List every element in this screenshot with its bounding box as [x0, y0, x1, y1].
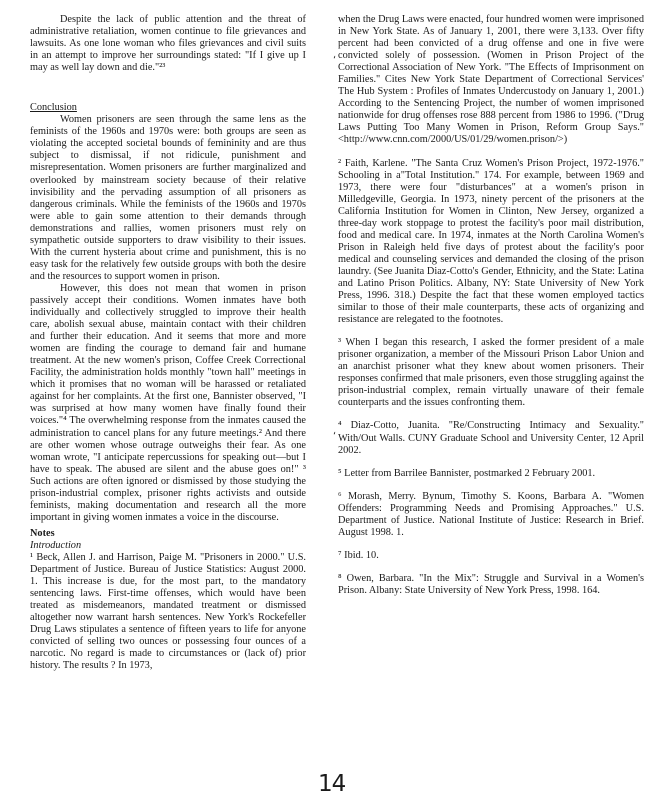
paragraph-however: However, this does not mean that women in prison passively accept their conditions. Women inmates have both individually and collectively struggled to improve their health care, abolish sexual abuse, maintain contact with their children and further their education. And it seems that more and more women are finding the courage to demand fair and humane treatment. At the new women's prison, Coffee Creek Correctional Facility, the administration holds monthly "town hall" meetings in which it promises that no woman will be harassed or retaliated against for her complaints. At the first one, Bannister observed, "I was surprised at how many women have finally found their voices."⁴ The overwhelming response from the inmates caused the administration to cancel plans for any future meetings.² And there are other women whose outrage outweighs their fear. As one woman wrote, "I anticipate repercussions for speaking out—but I have to speak. The abused are silent and the abuse goes on!" ³ Such actions are often ignored or dismissed by those studying the prison-industrial complex, prisoner rights activists and outside feminists, making documentation and research all the more important in giving women inmates a voice in the discourse. — [30, 282, 306, 523]
footnote-1-continued: when the Drug Laws were enacted, four hundred women were imprisoned in New York State. As of January 1, 2001, there were 3,133. Over fifty percent had been convicted of a drug offense and one in five were convicted solely of possession. (Women in Prison Project of the Correctional Association of New York. "The Effects of Imprisonment on Families." Cites New York State Department of Correctional Services' The Hub System : Profiles of Inmates Undercustody on January 1, 2001.) According to the Sentencing Project, the number of women imprisoned nationwide for drug offenses rose 888 percent from 1986 to 1996. ("Drug Laws Putting Too Many Women in Prison, Reform Group Says." <http://www.cnn.com/2000/US/01/29/women.prison/>) — [338, 14, 644, 146]
footnote-2: ² Faith, Karlene. "The Santa Cruz Women's Prison Project, 1972-1976." Schooling in a"Total Institution." 174. For example, between 1969 and 1973, there were four "disturbances" at a women's prison in Milledgeville, Georgia. In 1973, ninety percent of the prisoners at the California Institution for Women in Clinton, New Jersey, organized a three-day work stoppage to protest the facility's poor mail distribution, food and medical care. In 1974, inmates at the North Carolina Women's Prison in Raleigh held five days of protest about the facility's poor medical and counseling services and demanded the closing of the prison laundry. (See Juanita Diaz-Cotto's Gender, Ethnicity, and the State: Latina and Latino Prison Politics. Albany, NY: State University of New York Press, 1996. 318.) Despite the fact that these women employed tactics similar to those of their male counterparts, these acts of organizing and resistance are relegated to the footnotes. — [338, 157, 644, 326]
paragraph-grievances: Despite the lack of public attention and the threat of administrative retaliation, women continue to file grievances and lawsuits. As one lone woman who files grievances and civil suits in an attempt to improve her surroundings stated: "If I give up I may as well lay down and die."²³ — [30, 14, 306, 74]
page-number: 14 — [318, 771, 346, 797]
margin-mark-icon: ⸲ — [333, 49, 336, 60]
footnote-8: ⁸ Owen, Barbara. "In the Mix": Struggle and Survival in a Women's Prison. Albany: State University of New York Press, 1998. 164. — [338, 572, 644, 596]
footnote-5: ⁵ Letter from Barrilee Bannister, postmarked 2 February 2001. — [338, 467, 596, 479]
introduction-subheading: Introduction — [30, 539, 82, 551]
conclusion-heading: Conclusion — [30, 102, 77, 114]
footnote-1: ¹ Beck, Allen J. and Harrison, Paige M. "Prisoners in 2000." U.S. Department of Justice. Bureau of Justice Statistics: August 2000. 1. This increase is due, for the most part, to the mandatory sentencing laws. First-time offenses, which would have been treated as misdemeanors, mandated treatment or dismissed altogether now warrant harsh sentences. New York's Rockefeller Drug Laws stipulates a sentence of fifteen years to life for anyone convicted of selling two ounces or possessing four ounces of a narcotic. No regard is made to circumstances or (lack of) prior history. The results ? In 1973, — [30, 551, 306, 672]
margin-mark-icon: ⸲ — [333, 425, 336, 436]
right-column — [338, 14, 644, 597]
left-column — [30, 14, 306, 672]
footnote-4: ⁴ Diaz-Cotto, Juanita. "Re/Constructing Intimacy and Sexuality." With/Out Walls. CUNY Graduate School and University Center, 12 April 2002. — [338, 420, 644, 456]
footnote-6: ⁶ Morash, Merry. Bynum, Timothy S. Koons, Barbara A. "Women Offenders: Programming Needs and Promising Approaches." U.S. Department of Justice. National Institute of Justice: Research in Brief. August 1998. 1. — [338, 490, 644, 538]
paragraph-conclusion: Women prisoners are seen through the same lens as the feminists of the 1960s and 1970s were: both groups are seen as violating the accepted societal bounds of femininity and are thus subject to dismissal, if not ridicule, punishment and misrepresentation. Women prisoners are further marginalized and overlooked by mainstream society because of their relative invisibility and the pervading assumption of all prisoners as dangerous criminals. While the feminists of the 1960s and 1970s were able to gain some attention to their demands through demonstrations and rallies, women prisoners must rely on sympathetic outside supporters to draw visibility to their issues. With the current hysteria about crime and punishment, this is no easy task for the relatively few outside groups with both the desire and the resources to support women in prison. — [30, 114, 306, 282]
notes-heading: Notes — [30, 527, 55, 539]
footnote-3: ³ When I began this research, I asked the former president of a male prisoner organization, a member of the Missouri Prison Labor Union and an anarchist prisoner what they knew about women prisoners. Their responses confirmed that male prisoners, even those struggling against the prison-industrial complex, remain virtually unaware of their female counterparts and the issues confronting them. — [338, 337, 644, 409]
footnote-7: ⁷ Ibid. 10. — [338, 549, 379, 561]
